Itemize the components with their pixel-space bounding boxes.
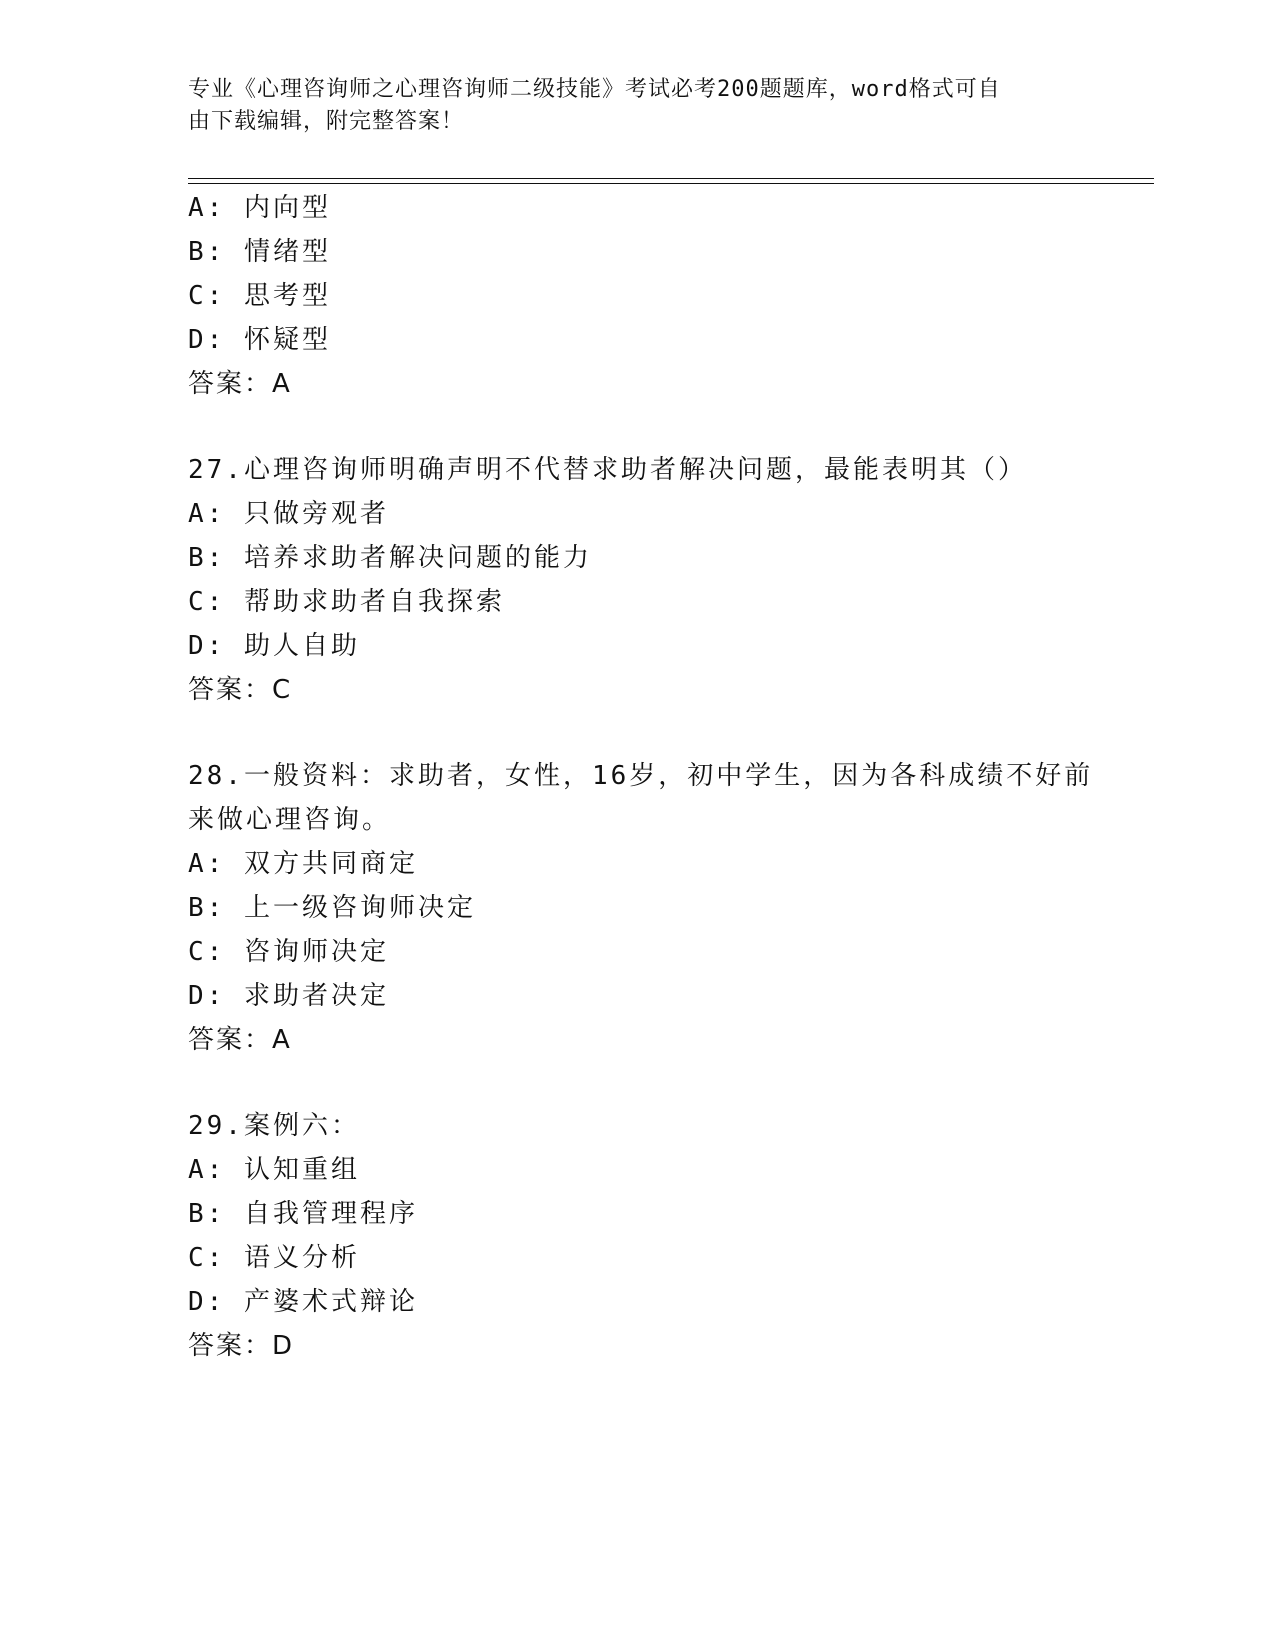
q29-option-b: B: 自我管理程序 [188, 1199, 418, 1229]
q29-answer: 答案：D [188, 1331, 295, 1361]
header-line-1: 专业《心理咨询师之心理咨询师二级技能》考试必考200题题库，word格式可自 [188, 77, 1001, 102]
q27-option-a: A: 只做旁观者 [188, 499, 389, 529]
q26-option-a: A: 内向型 [188, 193, 331, 223]
q28-answer: 答案：A [188, 1025, 292, 1055]
q27-answer: 答案：C [188, 675, 293, 705]
q26-answer: 答案：A [188, 369, 292, 399]
document-header [188, 74, 1068, 138]
header-divider-top [188, 178, 1154, 179]
q26-option-b: B: 情绪型 [188, 237, 331, 267]
q27-option-b: B: 培养求助者解决问题的能力 [188, 543, 592, 573]
q26-option-d: D: 怀疑型 [188, 325, 331, 355]
q27-option-d: D: 助人自助 [188, 631, 360, 661]
q28-question-line-2: 来做心理咨询。 [188, 805, 392, 835]
q28-option-b: B: 上一级咨询师决定 [188, 893, 476, 923]
q28-question-line-1: 28.一般资料：求助者，女性，16岁，初中学生，因为各科成绩不好前 [188, 761, 1094, 791]
q29-option-c: C: 语义分析 [188, 1243, 360, 1273]
q27-question: 27.心理咨询师明确声明不代替求助者解决问题，最能表明其（） [188, 455, 1027, 485]
q27-option-c: C: 帮助求助者自我探索 [188, 587, 505, 617]
header-line-2: 由下载编辑，附完整答案！ [188, 109, 465, 134]
q28-option-c: C: 咨询师决定 [188, 937, 389, 967]
q29-option-d: D: 产婆术式辩论 [188, 1287, 418, 1317]
q28-option-a: A: 双方共同商定 [188, 849, 418, 879]
q29-question: 29.案例六： [188, 1111, 360, 1141]
q26-option-c: C: 思考型 [188, 281, 331, 311]
q29-option-a: A: 认知重组 [188, 1155, 360, 1185]
q28-option-d: D: 求助者决定 [188, 981, 389, 1011]
header-divider-bottom [188, 183, 1154, 184]
